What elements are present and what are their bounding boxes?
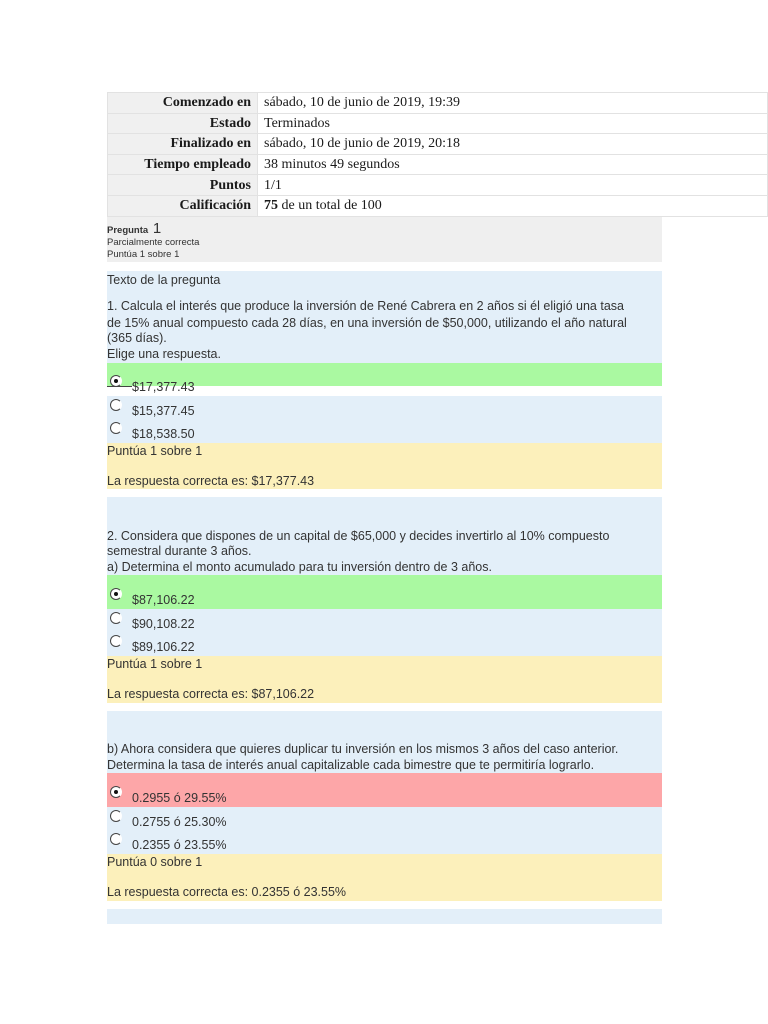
radio-icon[interactable] bbox=[110, 635, 122, 647]
answer-option[interactable] bbox=[107, 609, 662, 632]
question-text-line: semestral durante 3 años. bbox=[107, 544, 252, 558]
question-state: Parcialmente correcta bbox=[107, 237, 200, 248]
next-question-block bbox=[107, 909, 662, 924]
question-3-text-block bbox=[107, 711, 662, 773]
radio-icon[interactable] bbox=[110, 612, 122, 624]
question-3-options bbox=[107, 773, 662, 854]
question-grade: Puntúa 1 sobre 1 bbox=[107, 249, 180, 260]
answer-option[interactable] bbox=[107, 419, 662, 443]
correct-answer: La respuesta correcta es: $87,106.22 bbox=[107, 687, 315, 701]
grade-total: de un total de 100 bbox=[278, 198, 382, 214]
answer-option-label: $17,377.43 bbox=[132, 380, 195, 394]
summary-key: Estado bbox=[108, 113, 258, 134]
question-info bbox=[107, 217, 662, 262]
answer-option[interactable] bbox=[107, 807, 662, 830]
question-text-line: b) Ahora considera que quieres duplicar tu inversión en los mismos 3 años del caso anterior. bbox=[107, 742, 619, 756]
answer-option-label: $87,106.22 bbox=[132, 593, 195, 607]
summary-value: 1/1 bbox=[258, 175, 768, 196]
question-text-line: (365 días). bbox=[107, 331, 167, 345]
attempt-summary-table bbox=[107, 92, 768, 217]
question-score: Puntúa 0 sobre 1 bbox=[107, 855, 203, 869]
correct-answer: La respuesta correcta es: $17,377.43 bbox=[107, 474, 315, 488]
grade-value: 75 bbox=[264, 198, 278, 214]
question-heading: Texto de la pregunta bbox=[107, 273, 221, 287]
question-score: Puntúa 1 sobre 1 bbox=[107, 444, 203, 458]
answer-option[interactable] bbox=[107, 396, 662, 419]
summary-key: Puntos bbox=[108, 175, 258, 196]
question-1-options bbox=[107, 363, 662, 443]
question-2-text-block bbox=[107, 497, 662, 575]
question-text-line: 2. Considera que dispones de un capital de $65,000 y decides invertirlo al 10% compuesto bbox=[107, 529, 610, 543]
summary-value bbox=[258, 195, 768, 216]
radio-checked-icon[interactable] bbox=[110, 588, 122, 600]
question-1-text-block bbox=[107, 271, 662, 363]
answer-option-label: $15,377.45 bbox=[132, 404, 195, 418]
summary-row-time bbox=[108, 154, 768, 175]
answer-option-label: 0.2955 ó 29.55% bbox=[132, 791, 227, 805]
answer-prompt: Elige una respuesta. bbox=[107, 347, 221, 361]
summary-key: Comenzado en bbox=[108, 93, 258, 114]
question-number bbox=[107, 220, 161, 237]
answer-option-label: $18,538.50 bbox=[132, 427, 195, 441]
summary-row-points bbox=[108, 175, 768, 196]
summary-value: sábado, 10 de junio de 2019, 20:18 bbox=[258, 134, 768, 155]
question-score: Puntúa 1 sobre 1 bbox=[107, 657, 203, 671]
answer-option-label: $90,108.22 bbox=[132, 617, 195, 631]
question-text-line: de 15% anual compuesto cada 28 días, en una inversión de $50,000, utilizando el año natural bbox=[107, 316, 627, 330]
answer-option[interactable] bbox=[107, 363, 662, 394]
selected-underline bbox=[107, 386, 132, 387]
radio-icon[interactable] bbox=[110, 810, 122, 822]
summary-row-started bbox=[108, 93, 768, 114]
question-2-feedback bbox=[107, 656, 662, 703]
answer-option-label: 0.2755 ó 25.30% bbox=[132, 815, 227, 829]
summary-value: Terminados bbox=[258, 113, 768, 134]
question-text-line: a) Determina el monto acumulado para tu inversión dentro de 3 años. bbox=[107, 560, 492, 574]
summary-key: Tiempo empleado bbox=[108, 154, 258, 175]
answer-option[interactable] bbox=[107, 632, 662, 656]
answer-option[interactable] bbox=[107, 575, 662, 609]
summary-key: Calificación bbox=[108, 195, 258, 216]
radio-icon[interactable] bbox=[110, 399, 122, 411]
summary-value: 38 minutos 49 segundos bbox=[258, 154, 768, 175]
radio-icon[interactable] bbox=[110, 422, 122, 434]
radio-checked-icon[interactable] bbox=[110, 786, 122, 798]
answer-option-label: $89,106.22 bbox=[132, 640, 195, 654]
question-1-feedback bbox=[107, 443, 662, 489]
question-number-value: 1 bbox=[152, 220, 162, 237]
answer-option[interactable] bbox=[107, 830, 662, 854]
answer-option[interactable] bbox=[107, 773, 662, 807]
question-3-feedback bbox=[107, 854, 662, 901]
summary-value: sábado, 10 de junio de 2019, 19:39 bbox=[258, 93, 768, 114]
question-text-line: 1. Calcula el interés que produce la inversión de René Cabrera en 2 años si él eligió una tasa bbox=[107, 299, 624, 313]
summary-key: Finalizado en bbox=[108, 134, 258, 155]
summary-row-grade bbox=[108, 195, 768, 216]
correct-answer: La respuesta correcta es: 0.2355 ó 23.55% bbox=[107, 885, 347, 899]
radio-icon[interactable] bbox=[110, 833, 122, 845]
answer-option-label: 0.2355 ó 23.55% bbox=[132, 838, 227, 852]
question-2-options bbox=[107, 575, 662, 656]
question-text-line: Determina la tasa de interés anual capitalizable cada bimestre que te permitiría lograrlo. bbox=[107, 758, 595, 772]
summary-row-finished bbox=[108, 134, 768, 155]
summary-row-state bbox=[108, 113, 768, 134]
question-label: Pregunta bbox=[107, 225, 149, 236]
